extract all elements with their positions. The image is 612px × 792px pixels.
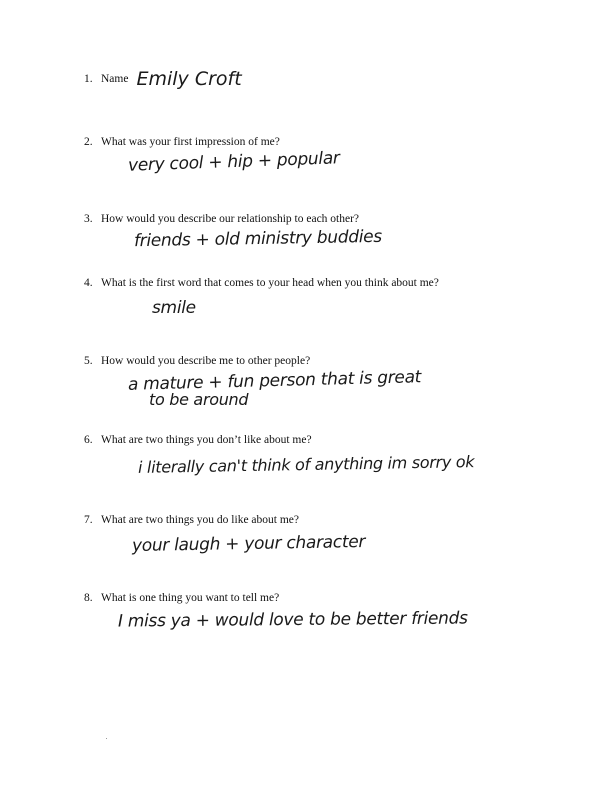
question-number: 4. [84, 277, 93, 289]
handwritten-answer-4: smile [152, 298, 196, 318]
question-text: What are two things you do like about me? [101, 514, 300, 526]
question-2 [84, 135, 280, 149]
question-number: 5. [84, 355, 93, 367]
question-1 [84, 68, 242, 90]
question-4 [84, 276, 439, 290]
handwritten-answer-5-line-1: a mature + fun person that is great [127, 367, 422, 395]
handwritten-answer-3: friends + old ministry buddies [133, 226, 383, 252]
question-6 [84, 433, 312, 447]
question-text: What was your first impression of me? [101, 136, 280, 148]
handwritten-answer-name: Emily Croft [136, 68, 242, 90]
question-number: 6. [84, 434, 93, 446]
question-number: 3. [84, 213, 93, 225]
question-text: What is the first word that comes to your head when you think about me? [101, 277, 439, 289]
question-number: 2. [84, 136, 93, 148]
handwritten-answer-5-line-2: to be around [149, 390, 249, 409]
handwritten-answer-8: I miss ya + would love to be better friends [117, 608, 468, 632]
question-text: Name [101, 73, 129, 85]
question-text: How would you describe me to other people? [101, 355, 311, 367]
question-8 [84, 591, 279, 605]
question-text: How would you describe our relationship to each other? [101, 213, 360, 225]
question-number: 8. [84, 592, 93, 604]
question-text: What is one thing you want to tell me? [101, 592, 280, 604]
question-7 [84, 513, 299, 527]
question-number: 7. [84, 514, 93, 526]
question-text: What are two things you don’t like about me? [101, 434, 312, 446]
handwritten-answer-2: very cool + hip + popular [127, 148, 340, 176]
scan-speck [106, 738, 107, 739]
handwritten-answer-7: your laugh + your character [131, 531, 366, 557]
question-3 [84, 212, 359, 226]
handwritten-answer-6: i literally can't think of anything im sorry ok [137, 452, 475, 477]
question-number: 1. [84, 73, 93, 85]
question-5 [84, 354, 310, 368]
